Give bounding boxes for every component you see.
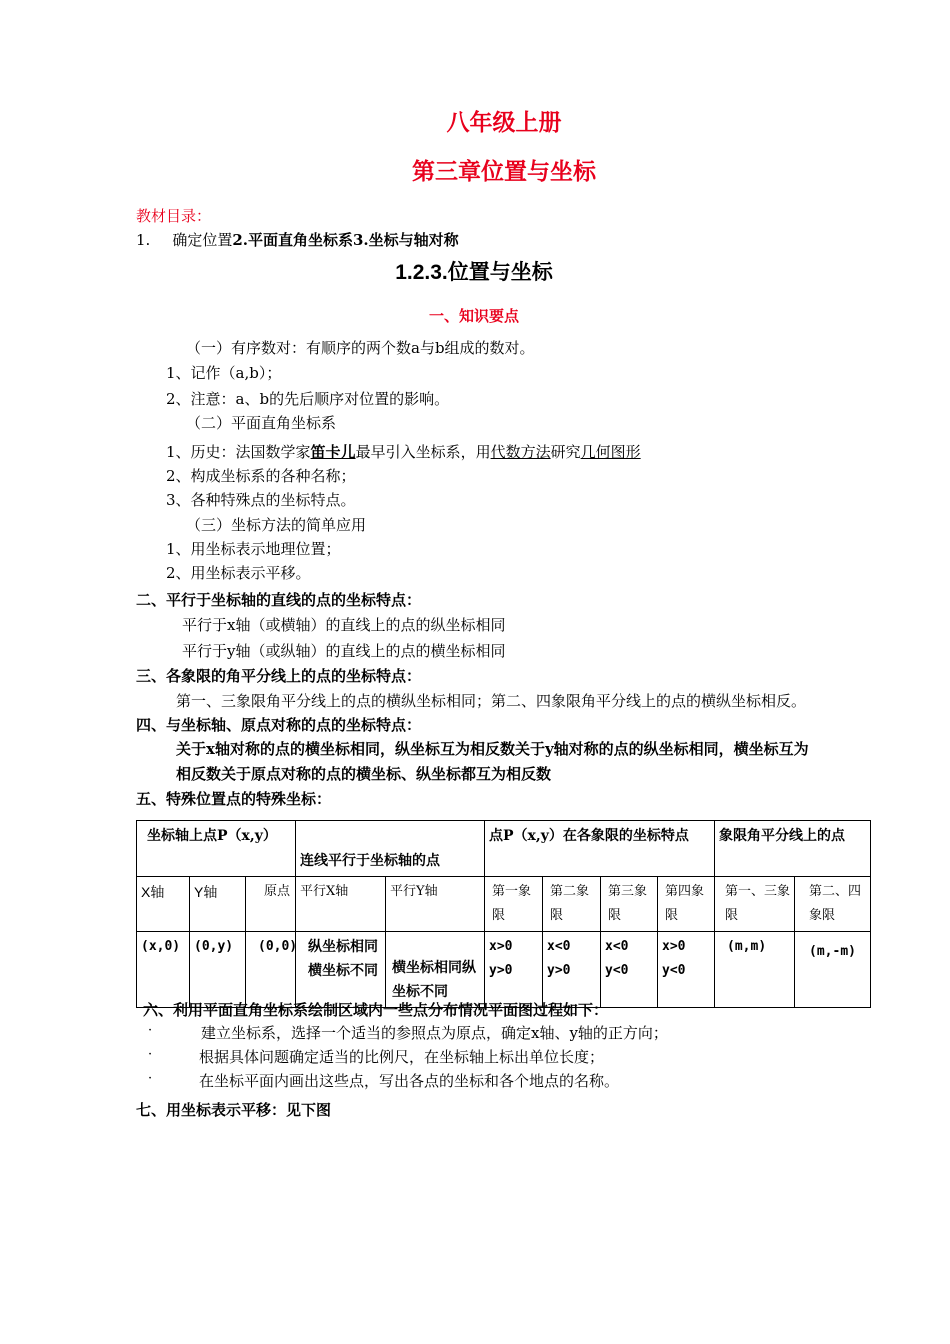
cell-parallel-x: 纵坐标相同横坐标不同 [296,932,386,1008]
part1-heading: （一）有序数对：有顺序的两个数a与b组成的数对。 [186,339,535,357]
sec7-title: 七、用坐标表示平移：见下图 [136,1101,332,1119]
grade-title: 八年级上册 [446,109,562,136]
sub-quadrant-3: 第三象限 [601,877,658,932]
part2-line-2: 2、构成坐标系的各种名称； [166,467,356,485]
sub-parallel-x: 平行X轴 [296,877,386,932]
toc-label: 教材目录： [136,207,212,225]
sec6-step-3: 在坐标平面内画出这些点，写出各点的坐标和各个地点的名称。 [199,1072,620,1090]
toc-item-3: 3.坐标与轴对称 [353,231,459,249]
part2-heading: （二）平面直角坐标系 [186,414,337,432]
sub-quadrant-4: 第四象限 [658,877,715,932]
history-text-2: 最早引入坐标系，用 [355,443,491,461]
geometry-link: 几何图形 [580,443,641,461]
bullet-2-icon: · [148,1047,153,1062]
toc-item-1: 确定位置 [172,231,233,249]
sub-origin: 原点 [246,877,296,932]
part2-line-1 [166,441,641,462]
sec3-line-1: 第一、三象限角平分线上的点的横纵坐标相同；第二、四象限角平分线上的点的横纵坐标相反。 [176,692,807,710]
sub-parallel-y: 平行Y轴 [386,877,485,932]
cell-origin: (0,0) [246,932,296,1008]
part3-line-2: 2、用坐标表示平移。 [166,564,311,582]
history-text-3: 研究 [550,443,581,461]
header-bisector: 象限角平分线上的点 [715,821,871,877]
part3-heading: （三）坐标方法的简单应用 [186,516,367,534]
header-axis-point: 坐标轴上点P（x,y） [137,821,296,877]
history-text: 1、历史：法国数学家 [166,443,311,461]
bullet-1-icon: · [148,1023,153,1038]
cell-quadrant-1: x>0 y>0 [485,932,543,1008]
cell-x-axis: (x,0) [137,932,190,1008]
part1-line-2: 2、注意：a、b的先后顺序对位置的影响。 [166,390,450,408]
sub-quadrant-1: 第一象限 [485,877,543,932]
bullet-3-icon: · [148,1071,153,1086]
toc-line [136,229,459,250]
section-title: 1.2.3.位置与坐标 [395,261,553,284]
part3-line-1: 1、用坐标表示地理位置； [166,540,341,558]
toc-item-2: 2.平面直角坐标系 [232,231,353,249]
toc-number: 1. [136,231,151,249]
cell-y-axis: (0,y) [190,932,246,1008]
sec6-title: 六、利用平面直角坐标系绘制区域内一些点分布情况平面图过程如下： [143,1001,609,1019]
cell-bisector-24: (m,-m) [795,932,871,1008]
cell-quadrant-3: x<0 y<0 [601,932,658,1008]
header-parallel: 连线平行于坐标轴的点 [296,821,485,877]
part2-line-3: 3、各种特殊点的坐标特点。 [166,491,356,509]
sec2-line-1: 平行于x轴（或横轴）的直线上的点的纵坐标相同 [182,616,506,634]
sec6-step-2: 根据具体问题确定适当的比例尺，在坐标轴上标出单位长度； [199,1048,605,1066]
part1-line-1: 1、记作（a,b）； [166,364,282,382]
header-quadrant: 点P（x,y）在各象限的坐标特点 [485,821,715,877]
special-coordinates-table [136,820,871,1008]
cell-quadrant-4: x>0 y<0 [658,932,715,1008]
sec5-title: 五、特殊位置点的特殊坐标： [136,790,332,808]
sec2-title: 二、平行于坐标轴的直线的点的坐标特点： [136,591,422,609]
knowledge-title: 一、知识要点 [428,307,519,325]
descartes-link: 笛卡儿 [310,443,356,461]
sec4-title: 四、与坐标轴、原点对称的点的坐标特点： [136,716,422,734]
sub-y-axis: Y轴 [190,877,246,932]
sub-x-axis: X轴 [137,877,190,932]
cell-bisector-13: (m,m) [715,932,795,1008]
sec3-title: 三、各象限的角平分线上的点的坐标特点： [136,667,422,685]
sub-bisector-24: 第二、四象限 [795,877,871,932]
sub-quadrant-2: 第二象限 [543,877,601,932]
sec2-line-2: 平行于y轴（或纵轴）的直线上的点的横坐标相同 [182,642,506,660]
chapter-title: 第三章位置与坐标 [412,158,596,185]
sub-bisector-13: 第一、三象限 [715,877,795,932]
cell-quadrant-2: x<0 y>0 [543,932,601,1008]
sec4-line-1: 关于x轴对称的点的横坐标相同，纵坐标互为相反数关于y轴对称的点的纵坐标相同，横坐标互为 [176,740,809,758]
sec4-line-2: 相反数关于原点对称的点的横坐标、纵坐标都互为相反数 [176,765,552,783]
cell-parallel-y: 横坐标相同纵坐标不同 [386,932,485,1008]
sec6-step-1: 建立坐标系，选择一个适当的参照点为原点，确定x轴、y轴的正方向； [201,1024,668,1042]
algebra-link: 代数方法 [490,443,551,461]
